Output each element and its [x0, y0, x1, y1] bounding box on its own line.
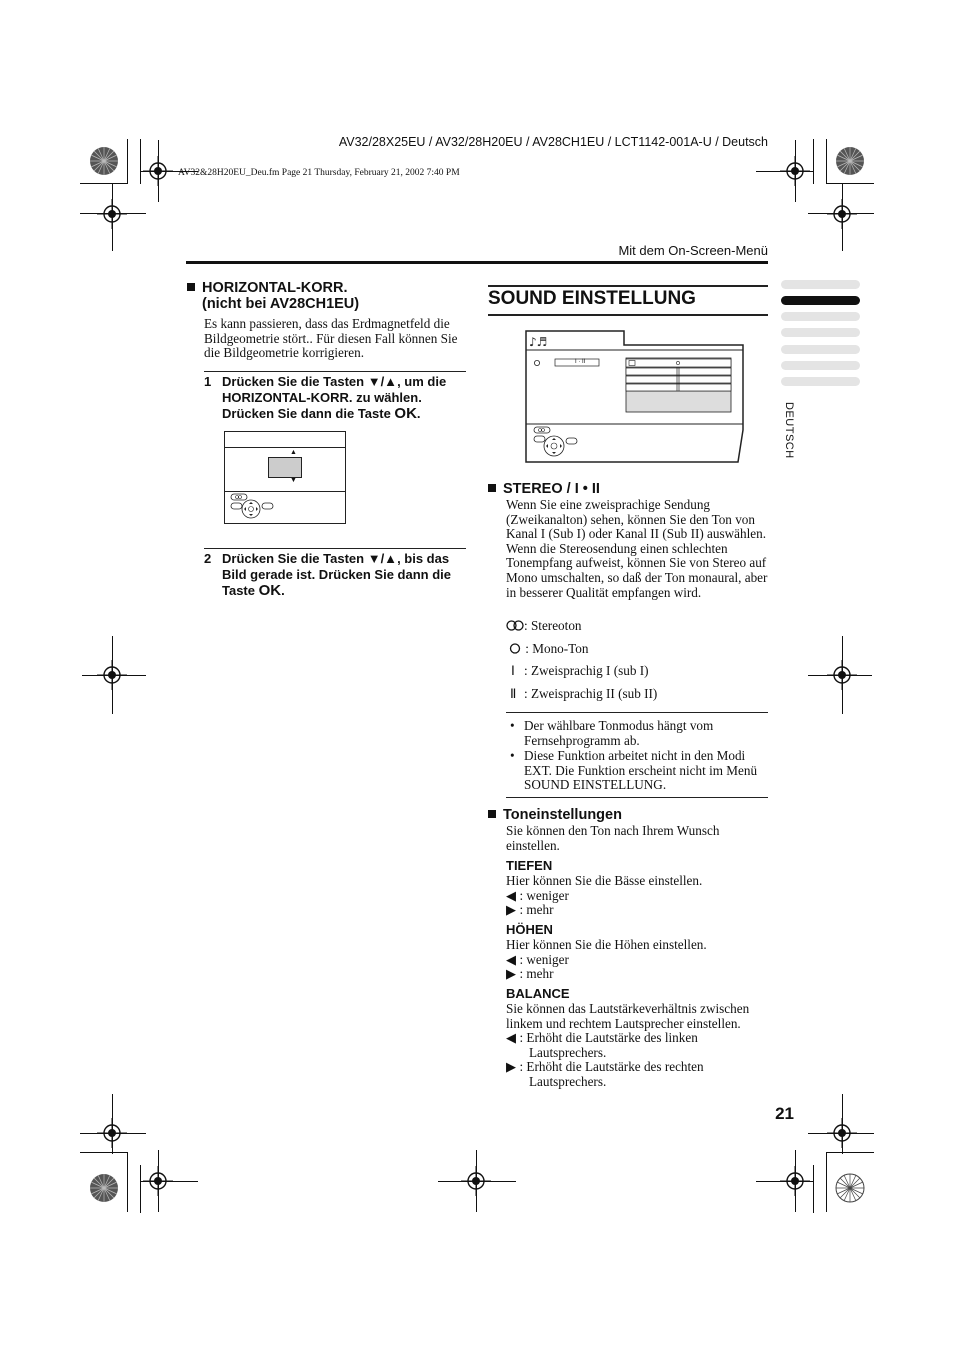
osd-screen-sound — [525, 330, 744, 462]
step-divider — [204, 371, 466, 372]
page-number: 21 — [775, 1104, 794, 1123]
svg-text:♪♬: ♪♬ — [529, 335, 548, 349]
crosshair-icon — [97, 1118, 127, 1148]
mono-icon — [509, 643, 522, 654]
step-divider — [204, 548, 466, 549]
step-2-number: 2 — [204, 551, 212, 566]
notes-rule-top — [506, 712, 768, 713]
stereo-heading: STEREO / I • II — [488, 481, 600, 497]
adjust-box — [268, 457, 302, 478]
crosshair-icon — [780, 156, 810, 186]
registration-target-icon — [89, 146, 119, 176]
crosshair-icon — [143, 156, 173, 186]
stereo-text: Wenn Sie eine zweisprachige Sendung (Zweikanalton) sehen, können Sie den Ton von Kanal I (Sub I) oder Kanal II (Sub II) auswählen. Wenn die Stereosendung einen schlechten Tonempfang aufweist, können Sie von Stereo auf Mono umschalten, so daß der Ton monaural, aber in besserer Qualität empfangen wird. — [506, 497, 768, 600]
down-arrow-icon: ▼ — [290, 476, 297, 484]
crosshair-icon — [827, 660, 857, 690]
notes-rule-bottom — [506, 797, 768, 798]
toneinstellungen-heading: Toneinstellungen — [488, 807, 622, 823]
crosshair-icon — [143, 1166, 173, 1196]
step-2-text: Drücken Sie die Tasten ▼/▲, bis das Bild gerade ist. Drücken Sie dann die Taste OK. — [222, 551, 452, 599]
hoehen-heading: HÖHEN — [506, 922, 553, 937]
model-list: AV32/28X25EU / AV32/28H20EU / AV28CH1EU / LCT1142-001A-U / Deutsch — [338, 135, 768, 149]
section-title: Mit dem On-Screen-Menü — [618, 243, 768, 258]
tiefen-heading: TIEFEN — [506, 858, 553, 873]
balance-block: Sie können das Lautstärkeverhältnis zwischen linkem und rechtem Lautsprecher einstellen. ◀ : Erhöht die Lautstärke des linken Lautsprechers. ▶ : Erhöht die Lautstärke des rechten Lautsprechers. — [506, 1002, 768, 1090]
mode-sub2: Ⅱ : Zweisprachig II (sub II) — [510, 686, 658, 701]
tiefen-less: ◀ : weniger — [506, 887, 569, 903]
remote-control-icon — [229, 493, 281, 521]
crosshair-icon — [780, 1166, 810, 1196]
toneinstellungen-text: Sie können den Ton nach Ihrem Wunsch einstellen. — [506, 823, 720, 853]
registration-target-icon — [89, 1173, 119, 1203]
sidebar-tab — [781, 345, 860, 354]
mode-sub1: Ⅰ : Zweisprachig I (sub I) — [511, 663, 649, 678]
sidebar-tab — [781, 328, 860, 337]
hoehen-more: ▶ : mehr — [506, 966, 554, 982]
step-1-text: Drücken Sie die Tasten ▼/▲, um die HORIZONTAL-KORR. zu wählen. Drücken Sie dann die Taste OK. — [222, 374, 447, 422]
file-info: AV32&28H20EU_Deu.fm Page 21 Thursday, February 21, 2002 7:40 PM — [178, 168, 460, 178]
tiefen-more: ▶ : mehr — [506, 902, 554, 918]
hoehen-less: ◀ : weniger — [506, 951, 569, 967]
up-arrow-icon: ▲ — [290, 448, 297, 456]
balance-heading: BALANCE — [506, 986, 570, 1001]
mode-mono: : Mono-Ton — [509, 642, 588, 657]
sidebar-tab — [781, 377, 860, 386]
osd-value: I · II — [575, 359, 586, 365]
note-item: • Der wählbare Tonmodus hängt vom Fernsehprogramm ab. — [506, 719, 768, 748]
crosshair-icon — [97, 660, 127, 690]
sub1-icon: Ⅰ — [511, 663, 515, 678]
mode-stereo: : Stereoton — [506, 619, 582, 634]
horizontal-korr-heading: HORIZONTAL-KORR. (nicht bei AV28CH1EU) — [187, 280, 359, 312]
crosshair-icon — [827, 199, 857, 229]
header-rule — [186, 261, 768, 264]
sidebar-tab — [781, 280, 860, 289]
crosshair-icon — [97, 199, 127, 229]
title-rule-top — [488, 285, 768, 287]
horizontal-korr-intro: Es kann passieren, dass das Erdmagnetfeld die Bildgeometrie stört.. Für diesen Fall können Sie die Bildgeometrie korrigieren. — [204, 316, 458, 361]
notes-list — [506, 719, 768, 793]
sidebar-tab-active — [781, 296, 860, 305]
note-item: • Diese Funktion arbeitet nicht in den Modi EXT. Die Funktion erscheint nicht im Menü SOUND EINSTELLUNG. — [506, 749, 768, 793]
step-1-number: 1 — [204, 374, 212, 389]
crosshair-icon — [461, 1166, 491, 1196]
balance-left: ◀ : Erhöht die Lautstärke des linken — [506, 1030, 698, 1046]
balance-right: ▶ : Erhöht die Lautstärke des rechten — [506, 1059, 704, 1075]
sound-einstellung-title: SOUND EINSTELLUNG — [488, 288, 696, 309]
title-rule-bottom — [488, 314, 768, 316]
sidebar-tab — [781, 312, 860, 321]
hoehen-block: Hier können Sie die Höhen einstellen. ◀ : weniger ▶ : mehr — [506, 938, 768, 982]
sub2-icon: Ⅱ — [510, 686, 517, 701]
osd-screen-horizontal-korr — [224, 431, 346, 524]
registration-target-icon — [835, 146, 865, 176]
registration-target-icon — [835, 1173, 865, 1203]
tiefen-block: Hier können Sie die Bässe einstellen. ◀ : weniger ▶ : mehr — [506, 874, 768, 918]
sidebar-language: DEUTSCH — [783, 402, 795, 459]
crosshair-icon — [827, 1118, 857, 1148]
stereo-icon — [506, 620, 524, 631]
sidebar-tab — [781, 361, 860, 370]
